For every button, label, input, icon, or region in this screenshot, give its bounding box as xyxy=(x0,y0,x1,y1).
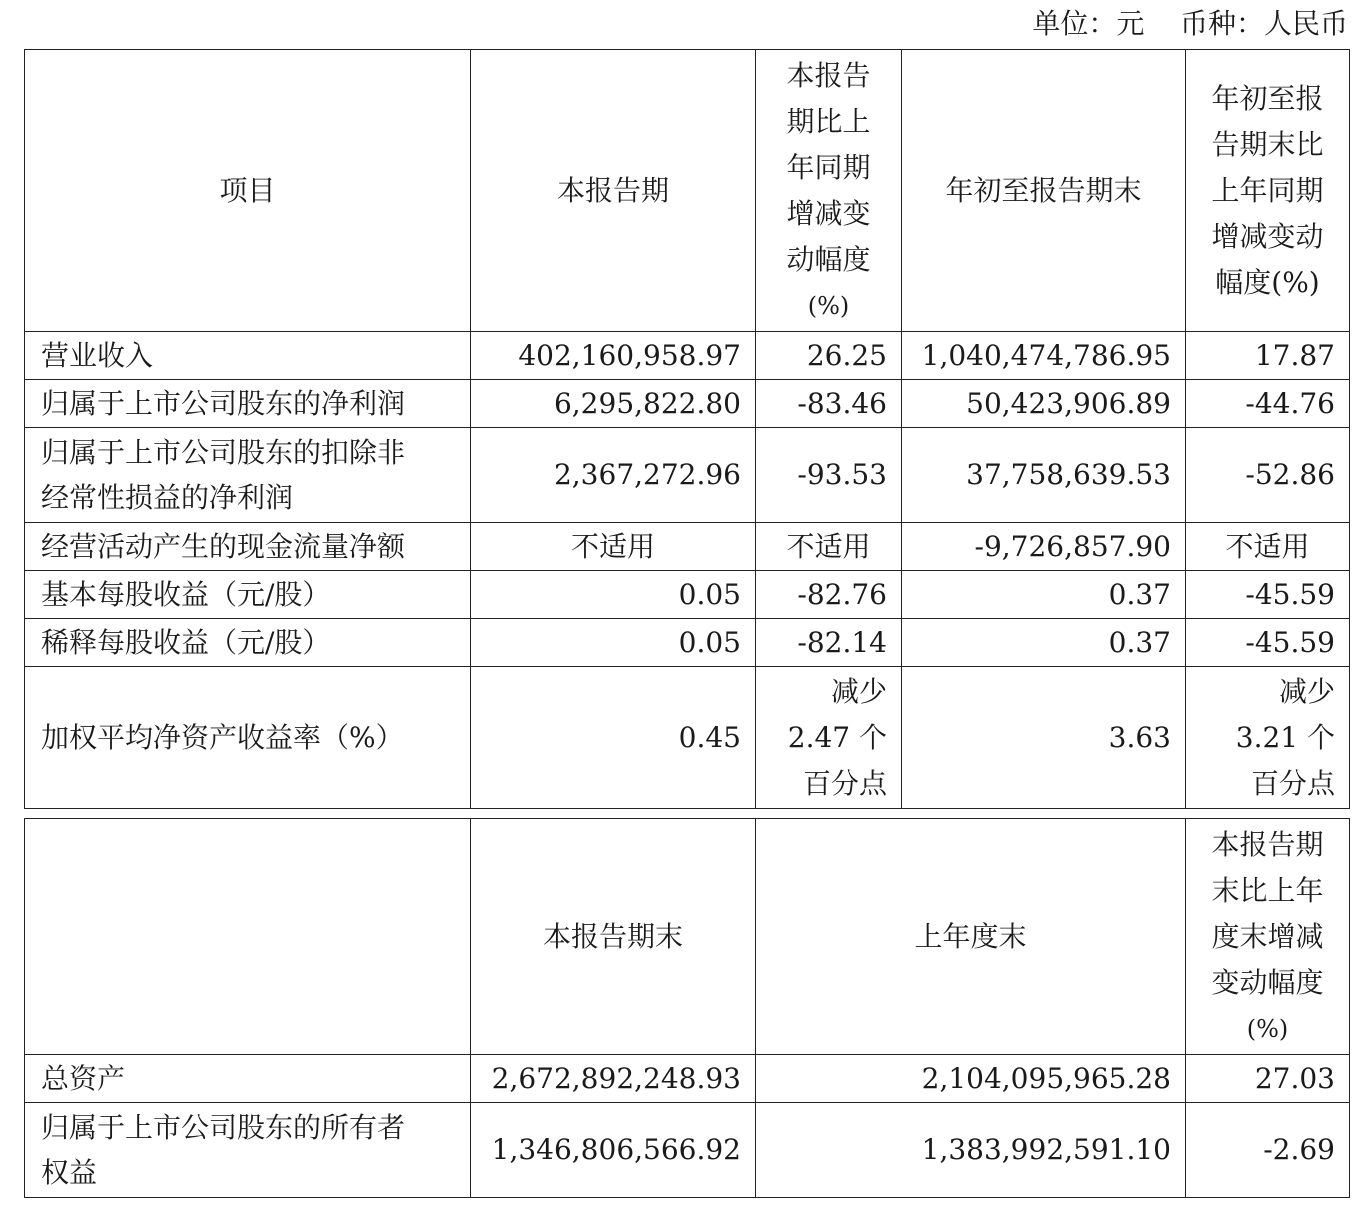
table-row xyxy=(25,667,1350,809)
cell-period-end: 1,346,806,566.92 xyxy=(471,1103,756,1198)
cell-ytd: 3.63 xyxy=(902,667,1186,809)
header-current-change: 本报告 期比上 年同期 增减变 动幅度 (%) xyxy=(756,50,902,332)
balance-indicators-table xyxy=(24,818,1350,1198)
cell-ytd-change: -45.59 xyxy=(1186,619,1350,667)
table-row xyxy=(25,428,1350,523)
table-row xyxy=(25,523,1350,571)
table-header-row xyxy=(25,50,1350,332)
table-row xyxy=(25,619,1350,667)
cell-current: 不适用 xyxy=(471,523,756,571)
header-item xyxy=(25,819,471,1055)
table-row xyxy=(25,332,1350,380)
cell-ytd-change: -44.76 xyxy=(1186,380,1350,428)
header-current-period: 本报告期 xyxy=(471,50,756,332)
table-header-row xyxy=(25,819,1350,1055)
header-period-end: 本报告期末 xyxy=(471,819,756,1055)
header-item: 项目 xyxy=(25,50,471,332)
cell-ytd-change: 不适用 xyxy=(1186,523,1350,571)
unit-currency-note: 单位：元 币种：人民币 xyxy=(1032,7,1348,40)
cell-prior-year-end: 2,104,095,965.28 xyxy=(756,1055,1186,1103)
row-label: 总资产 xyxy=(25,1055,471,1103)
cell-current-change: -82.76 xyxy=(756,571,902,619)
table-row xyxy=(25,380,1350,428)
row-label: 基本每股收益（元/股） xyxy=(25,571,471,619)
row-label: 归属于上市公司股东的扣除非 经常性损益的净利润 xyxy=(25,428,471,523)
cell-current-change: -82.14 xyxy=(756,619,902,667)
header-change: 本报告期 末比上年 度末增减 变动幅度 (%) xyxy=(1186,819,1350,1055)
cell-current-change: -93.53 xyxy=(756,428,902,523)
cell-change: 27.03 xyxy=(1186,1055,1350,1103)
table-row xyxy=(25,1103,1350,1198)
cell-current: 0.45 xyxy=(471,667,756,809)
cell-ytd-change: -45.59 xyxy=(1186,571,1350,619)
cell-ytd: -9,726,857.90 xyxy=(902,523,1186,571)
cell-ytd: 0.37 xyxy=(902,619,1186,667)
row-label: 归属于上市公司股东的净利润 xyxy=(25,380,471,428)
cell-ytd-change: -52.86 xyxy=(1186,428,1350,523)
cell-ytd-change: 17.87 xyxy=(1186,332,1350,380)
row-label: 加权平均净资产收益率（%） xyxy=(25,667,471,809)
table-row xyxy=(25,1055,1350,1103)
cell-current: 2,367,272.96 xyxy=(471,428,756,523)
cell-current: 0.05 xyxy=(471,571,756,619)
cell-current: 402,160,958.97 xyxy=(471,332,756,380)
row-label: 归属于上市公司股东的所有者 权益 xyxy=(25,1103,471,1198)
table-row xyxy=(25,571,1350,619)
cell-ytd: 0.37 xyxy=(902,571,1186,619)
cell-ytd: 1,040,474,786.95 xyxy=(902,332,1186,380)
cell-current: 0.05 xyxy=(471,619,756,667)
cell-current: 6,295,822.80 xyxy=(471,380,756,428)
cell-prior-year-end: 1,383,992,591.10 xyxy=(756,1103,1186,1198)
cell-ytd: 50,423,906.89 xyxy=(902,380,1186,428)
row-label: 稀释每股收益（元/股） xyxy=(25,619,471,667)
cell-current-change: 减少 2.47 个 百分点 xyxy=(756,667,902,809)
financial-indicators-table xyxy=(24,49,1350,809)
header-ytd: 年初至报告期末 xyxy=(902,50,1186,332)
row-label: 营业收入 xyxy=(25,332,471,380)
cell-change: -2.69 xyxy=(1186,1103,1350,1198)
header-prior-year-end: 上年度末 xyxy=(756,819,1186,1055)
row-label: 经营活动产生的现金流量净额 xyxy=(25,523,471,571)
cell-current-change: 不适用 xyxy=(756,523,902,571)
cell-current-change: -83.46 xyxy=(756,380,902,428)
cell-current-change: 26.25 xyxy=(756,332,902,380)
cell-ytd: 37,758,639.53 xyxy=(902,428,1186,523)
cell-ytd-change: 减少 3.21 个 百分点 xyxy=(1186,667,1350,809)
cell-period-end: 2,672,892,248.93 xyxy=(471,1055,756,1103)
header-ytd-change: 年初至报 告期末比 上年同期 增减变动 幅度(%) xyxy=(1186,50,1350,332)
